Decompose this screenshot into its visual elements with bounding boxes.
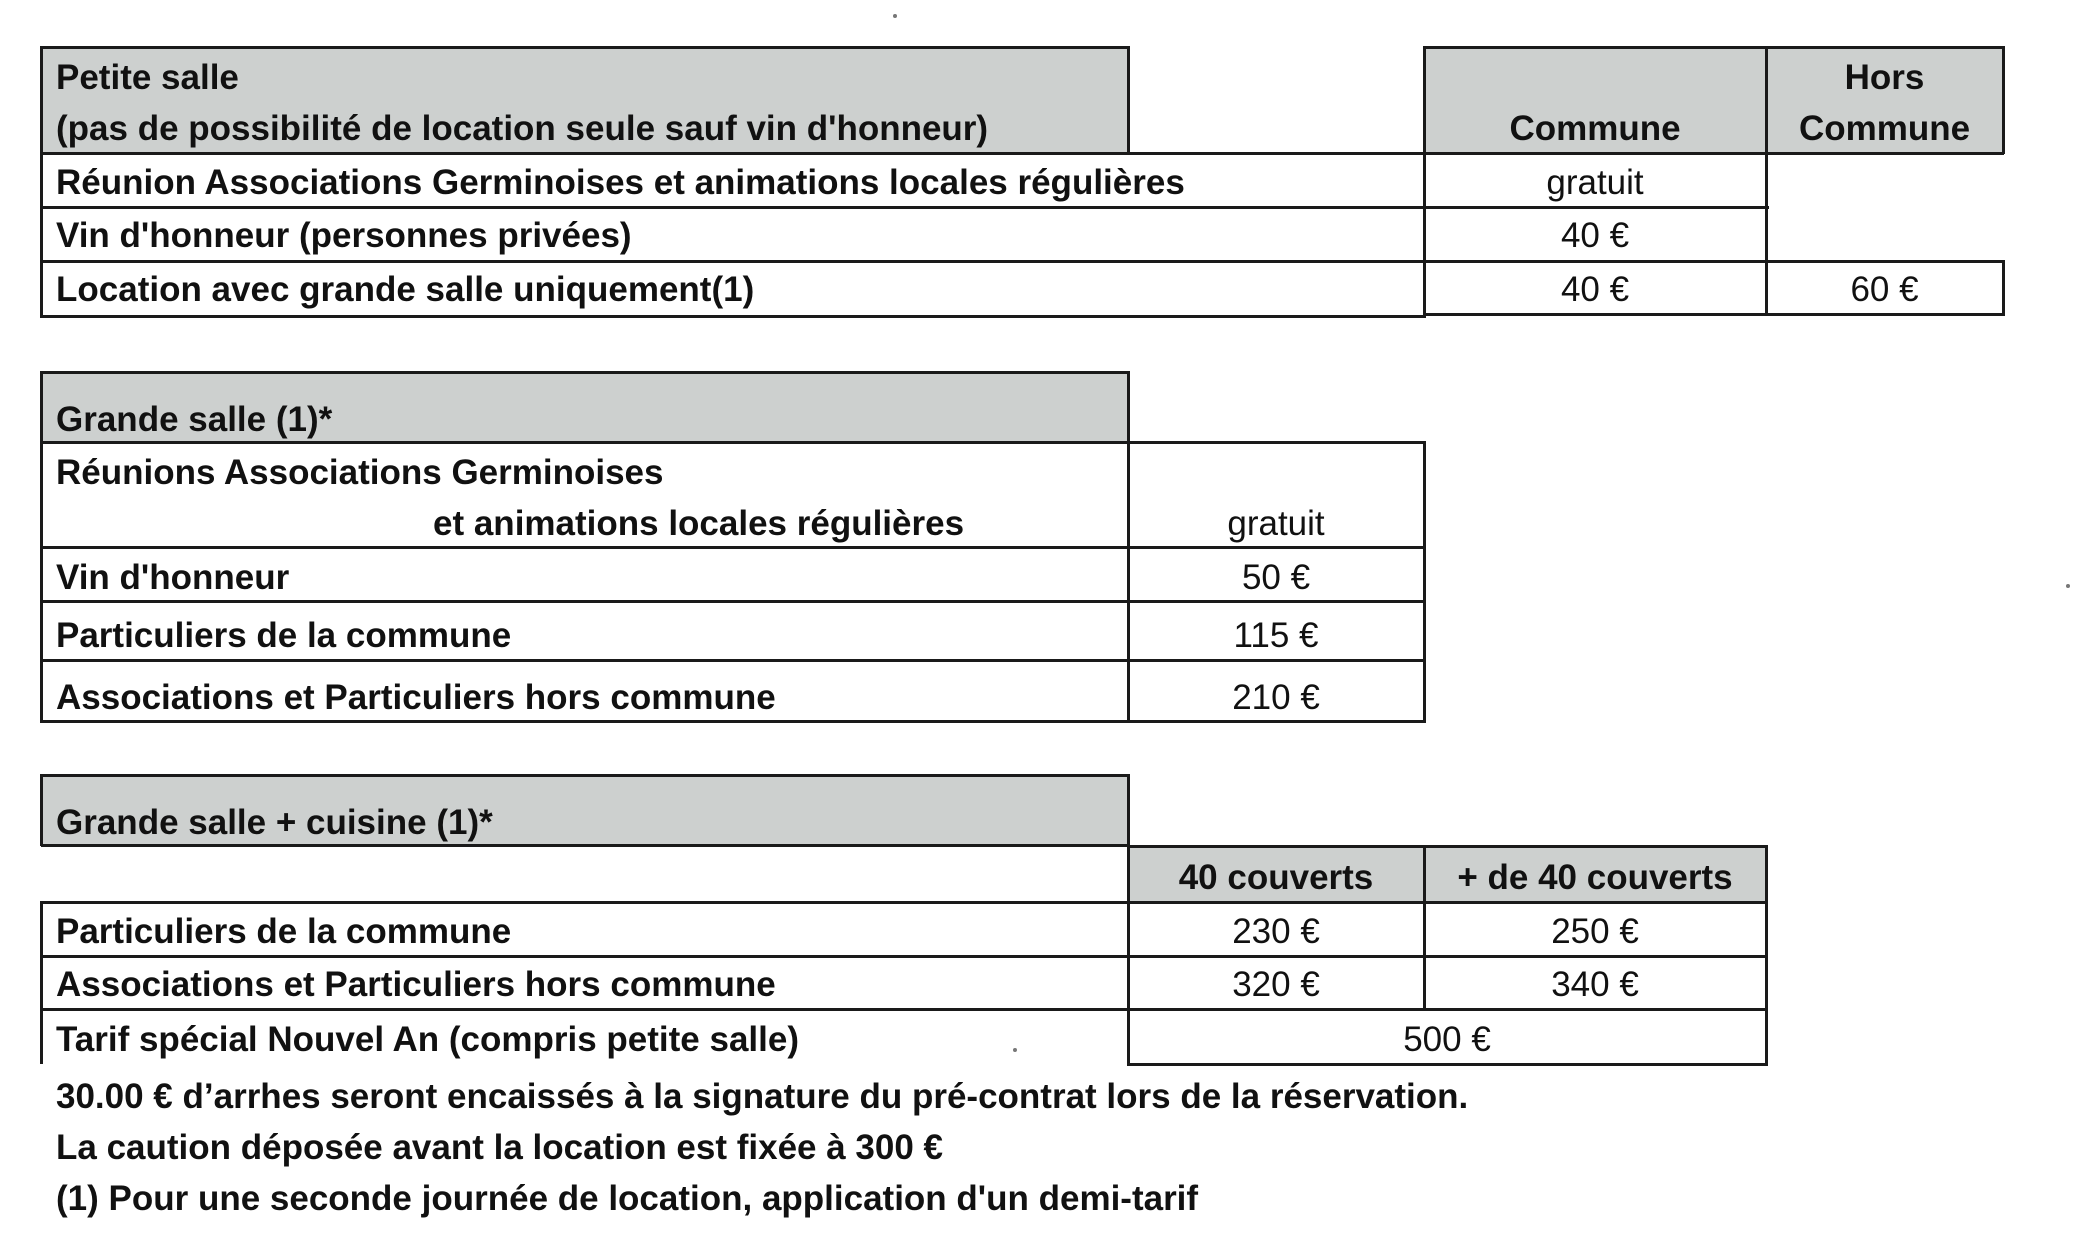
row-label: Location avec grande salle uniquement(1) xyxy=(56,270,755,309)
price-40-couverts: 230 € xyxy=(1232,912,1320,951)
petite-salle-subtitle: (pas de possibilité de location seule sauf vin d'honneur) xyxy=(56,109,989,148)
note-caution: La caution déposée avant la location est fixée à 300 € xyxy=(56,1128,944,1167)
row-label: Associations et Particuliers hors commune xyxy=(56,965,776,1004)
grande-salle-cuisine-title: Grande salle + cuisine (1)* xyxy=(56,803,493,842)
price-plus-40-couverts: 340 € xyxy=(1551,965,1639,1004)
price-commune: gratuit xyxy=(1546,163,1644,202)
row-label: Vin d'honneur (personnes privées) xyxy=(56,216,632,255)
petite-salle-title: Petite salle xyxy=(56,58,239,97)
row-label: Vin d'honneur xyxy=(56,558,290,597)
grande-salle-title: Grande salle (1)* xyxy=(56,400,333,439)
price: gratuit xyxy=(1227,504,1325,543)
price-plus-40-couverts: 250 € xyxy=(1551,912,1639,951)
price-40-couverts: 320 € xyxy=(1232,965,1320,1004)
column-header-hors-line1: Hors xyxy=(1844,58,1925,97)
row-label: Tarif spécial Nouvel An (compris petite salle) xyxy=(56,1020,799,1059)
price: 50 € xyxy=(1241,558,1311,597)
note-arrhes: 30.00 € d’arrhes seront encaissés à la signature du pré-contrat lors de la réservation. xyxy=(56,1077,1469,1116)
row-label: Associations et Particuliers hors commune xyxy=(56,678,776,717)
column-header-40-couverts: 40 couverts xyxy=(1178,858,1374,897)
price-hors-commune: 60 € xyxy=(1850,270,1919,309)
row-label: Réunion Associations Germinoises et animations locales régulières xyxy=(56,163,1185,202)
column-header-hors-line2: Commune xyxy=(1798,109,1971,148)
price: 210 € xyxy=(1232,678,1320,717)
row-label-continued: et animations locales régulières xyxy=(433,504,965,543)
price-commune: 40 € xyxy=(1560,216,1630,255)
row-label: Réunions Associations Germinoises xyxy=(56,453,664,492)
scan-speck xyxy=(893,14,897,18)
price-nouvel-an: 500 € xyxy=(1403,1020,1491,1059)
column-header-plus-40-couverts: + de 40 couverts xyxy=(1457,858,1733,897)
row-label: Particuliers de la commune xyxy=(56,912,512,951)
column-header-commune: Commune xyxy=(1509,109,1681,148)
row-label: Particuliers de la commune xyxy=(56,616,512,655)
price-commune: 40 € xyxy=(1560,270,1630,309)
scan-speck xyxy=(1013,1048,1017,1052)
scan-speck xyxy=(2066,584,2070,588)
note-demi-tarif: (1) Pour une seconde journée de location, application d'un demi-tarif xyxy=(56,1179,1199,1218)
price: 115 € xyxy=(1233,616,1319,655)
